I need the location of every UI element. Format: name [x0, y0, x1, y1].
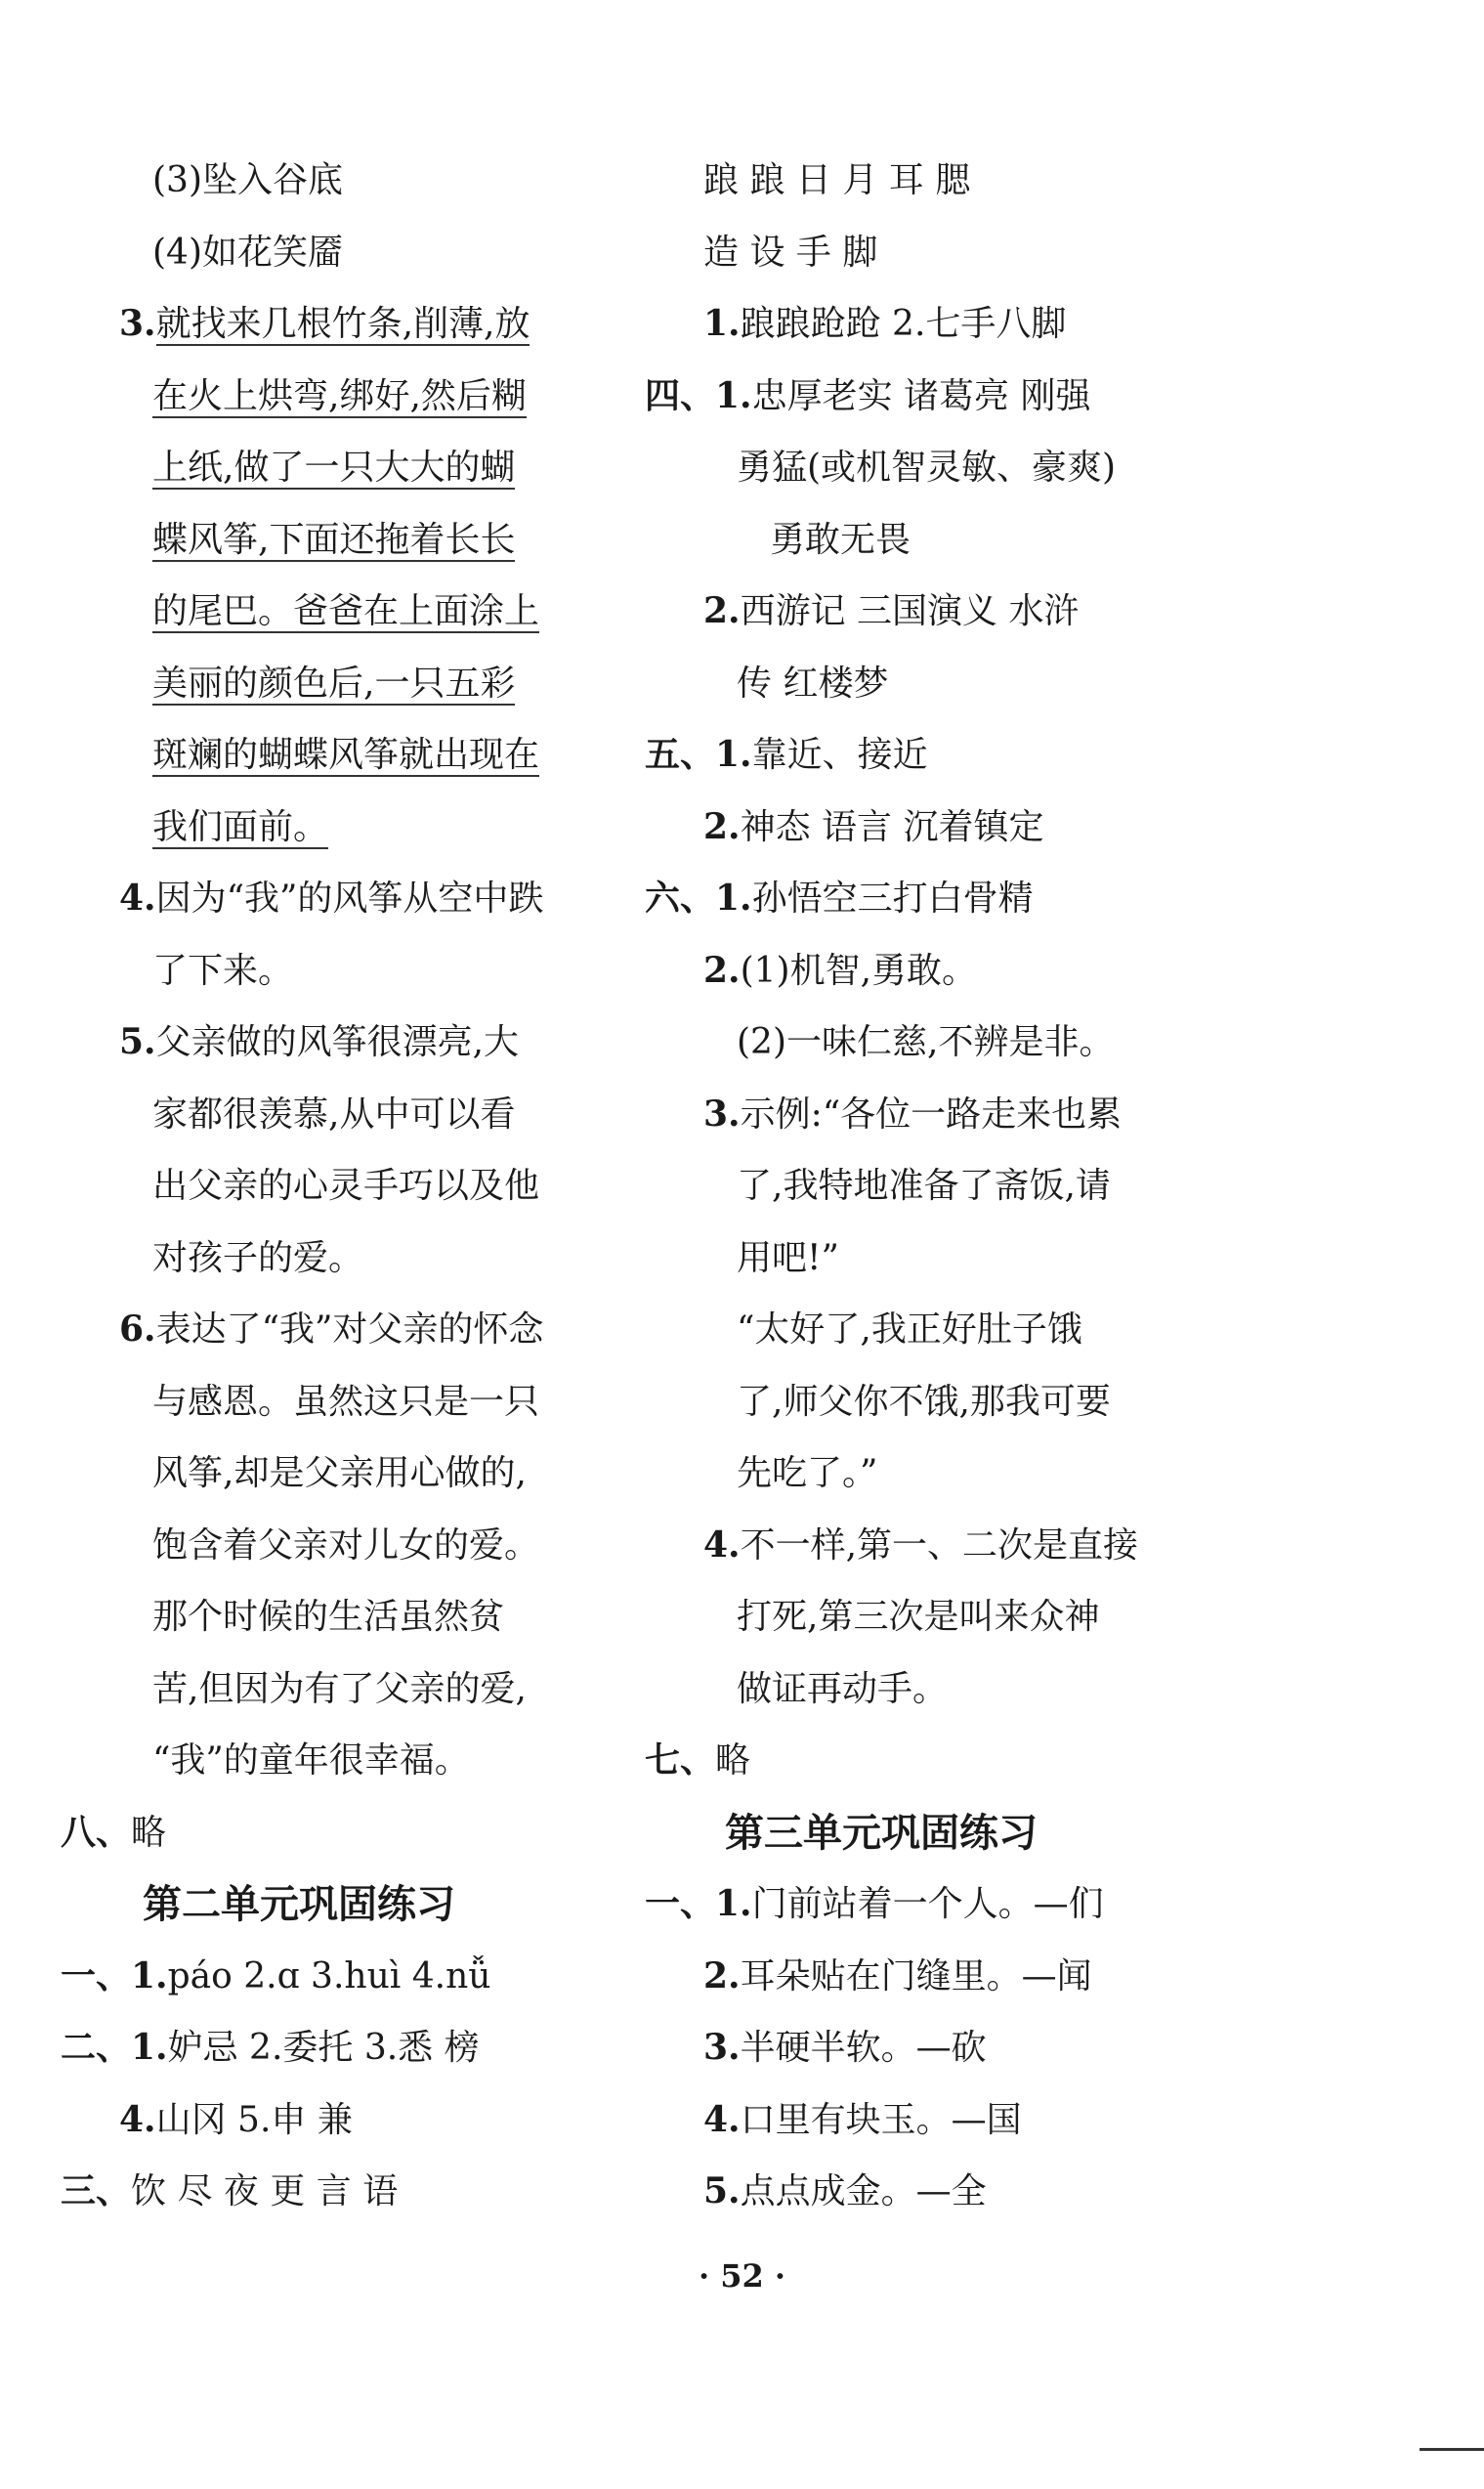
- answer-text: 蝶风筝,下面还拖着长长: [152, 519, 516, 560]
- edge-mark: [1420, 2448, 1484, 2451]
- answer-text: 山冈 5.申 兼: [155, 2099, 353, 2140]
- section-heading: 第三单元巩固练习: [725, 1809, 1038, 1856]
- answer-text: 传 红楼梦: [737, 663, 889, 704]
- item-number: 2.: [703, 805, 741, 847]
- answer-line: [645, 504, 1192, 577]
- item-number: 2.: [703, 949, 741, 991]
- answer-text: 对孩子的爱。: [152, 1237, 364, 1278]
- answer-text: 靠近、接近: [751, 735, 928, 775]
- answer-text: 略: [715, 1740, 751, 1781]
- answer-line: [61, 1007, 608, 1079]
- answer-text: 我们面前。: [152, 806, 329, 847]
- answer-line: [61, 576, 608, 648]
- answer-line: [61, 792, 608, 864]
- answer-line: [61, 719, 608, 792]
- answer-text: (1)机智,勇敢。: [740, 950, 978, 991]
- answer-line: [61, 288, 608, 361]
- answer-line: [645, 2012, 1192, 2084]
- item-number: 3.: [703, 2027, 741, 2068]
- answer-text: 打死,第三次是叫来众神: [737, 1597, 1100, 1637]
- answer-line: [61, 2012, 608, 2084]
- answer-text: 了下来。: [152, 950, 294, 991]
- answer-text: 就找来几根竹条,削薄,放: [155, 304, 530, 344]
- item-number: 2.: [703, 590, 741, 631]
- answer-text: 示例:“各位一路走来也累: [740, 1094, 1123, 1135]
- answer-line: [645, 432, 1192, 504]
- answer-text: 点点成金。—全: [740, 2171, 987, 2211]
- answer-line: [645, 2084, 1192, 2157]
- answer-text: 踉 踉 日 月 耳 腮: [703, 160, 971, 200]
- answer-line: [645, 648, 1192, 720]
- answer-line: [61, 1079, 608, 1151]
- answer-text: 饮 尽 夜 更 言 语: [131, 2171, 399, 2211]
- answer-line: [61, 863, 608, 935]
- item-number: 6.: [119, 1309, 156, 1350]
- item-number: 六、1.: [645, 878, 752, 919]
- answer-text: 斑斓的蝴蝶风筝就出现在: [152, 735, 540, 775]
- answer-line: [645, 217, 1192, 289]
- answer-text: (3)坠入谷底: [152, 160, 343, 200]
- answer-line: [61, 1941, 608, 2013]
- item-number: 四、1.: [645, 374, 752, 416]
- answer-text: 妒忌 2.委托 3.悉 榜: [167, 2028, 480, 2068]
- answer-text: 孙悟空三打白骨精: [751, 879, 1034, 919]
- answer-line: [61, 504, 608, 577]
- answer-line: [645, 288, 1192, 361]
- answer-line: [645, 1079, 1192, 1151]
- answer-text: páo 2.ɑ 3.huì 4.nǚ: [167, 1955, 491, 1996]
- answer-line: [61, 2156, 608, 2228]
- item-number: 五、1.: [645, 734, 752, 775]
- answer-line: [645, 2156, 1192, 2228]
- answer-line: [645, 1868, 1192, 1941]
- answer-line: [61, 1725, 608, 1797]
- item-number: 4.: [703, 2098, 741, 2140]
- item-number: 七、: [645, 1739, 716, 1781]
- item-number: 八、: [61, 1811, 132, 1853]
- answer-text: 半硬半软。—砍: [740, 2028, 987, 2068]
- answer-text: 父亲做的风筝很漂亮,大: [155, 1022, 520, 1062]
- right-column: [645, 145, 1192, 2228]
- answer-text: 勇猛(或机智灵敏、豪爽): [737, 448, 1117, 488]
- answer-line: [61, 1438, 608, 1510]
- answer-text: 的尾巴。爸爸在上面涂上: [152, 591, 540, 631]
- section-heading: 第二单元巩固练习: [143, 1881, 455, 1927]
- answer-text: 口里有块玉。—国: [740, 2099, 1022, 2140]
- answer-line: [61, 1150, 608, 1223]
- answer-line: [645, 361, 1192, 433]
- answer-text: 那个时候的生活虽然贫: [152, 1597, 505, 1637]
- answer-text: 表达了“我”对父亲的怀念: [155, 1309, 544, 1350]
- answer-text: 门前站着一个人。—们: [751, 1884, 1104, 1924]
- answer-text: 与感恩。虽然这只是一只: [152, 1381, 540, 1422]
- answer-line: [645, 1294, 1192, 1366]
- answer-line: [645, 1510, 1192, 1582]
- item-number: 一、1.: [645, 1883, 752, 1924]
- answer-text: 苦,但因为有了父亲的爱,: [152, 1668, 527, 1709]
- answer-text: (2)一味仁慈,不辨是非。: [737, 1022, 1115, 1062]
- item-number: 二、1.: [61, 2027, 168, 2068]
- answer-text: “我”的童年很幸福。: [152, 1740, 470, 1781]
- answer-text: 上纸,做了一只大大的蝴: [152, 448, 516, 488]
- answer-line: [61, 1653, 608, 1726]
- item-number: 4.: [119, 2098, 156, 2140]
- answer-line: [645, 145, 1192, 217]
- answer-text: 耳朵贴在门缝里。—闻: [740, 1955, 1092, 1996]
- answer-text: 了,师父你不饿,那我可要: [737, 1381, 1111, 1422]
- answer-line: [645, 1725, 1192, 1797]
- answer-text: 美丽的颜色后,一只五彩: [152, 663, 516, 704]
- answer-text: “太好了,我正好肚子饿: [737, 1309, 1082, 1350]
- answer-text: 神态 语言 沉着镇定: [740, 806, 1044, 847]
- answer-text: 踉踉跄跄 2.七手八脚: [740, 304, 1067, 344]
- answer-line: [61, 1223, 608, 1295]
- answer-line: [645, 1653, 1192, 1726]
- answer-line: [61, 935, 608, 1008]
- answer-line: [645, 792, 1192, 864]
- answer-line: [61, 217, 608, 289]
- answer-text: 在火上烘弯,绑好,然后糊: [152, 375, 527, 416]
- item-number: 5.: [119, 1021, 156, 1062]
- answer-line: [61, 1797, 608, 1869]
- answer-line: [645, 1223, 1192, 1295]
- answer-text: 饱含着父亲对儿女的爱。: [152, 1524, 540, 1566]
- answer-text: 风筝,却是父亲用心做的,: [152, 1453, 527, 1493]
- item-number: 4.: [703, 1523, 741, 1566]
- answer-line: [645, 1581, 1192, 1653]
- answer-line: [61, 361, 608, 433]
- item-number: 3.: [703, 1093, 741, 1135]
- answer-line: [645, 1438, 1192, 1510]
- answer-line: [645, 719, 1192, 792]
- answer-text: 因为“我”的风筝从空中跌: [155, 879, 544, 919]
- left-column: [61, 145, 608, 2228]
- answer-line: [645, 1941, 1192, 2013]
- answer-text: 家都很羡慕,从中可以看: [152, 1094, 516, 1135]
- answer-text: 出父亲的心灵手巧以及他: [152, 1166, 540, 1206]
- answer-line: [61, 648, 608, 720]
- answer-text: (4)如花笑靥: [152, 232, 343, 273]
- answer-line: [61, 1581, 608, 1653]
- answer-line: [645, 576, 1192, 648]
- answer-text: 略: [131, 1812, 167, 1853]
- item-number: 三、: [61, 2170, 132, 2211]
- answer-line: [645, 1007, 1192, 1079]
- answer-text: 忠厚老实 诸葛亮 刚强: [751, 375, 1091, 416]
- answer-text: 造 设 手 脚: [703, 232, 878, 273]
- answer-line: [61, 145, 608, 217]
- answer-text: 用吧!”: [737, 1237, 839, 1278]
- answer-line: [61, 432, 608, 504]
- answer-line: [61, 2084, 608, 2157]
- item-number: 一、1.: [61, 1954, 168, 1996]
- answer-text: 西游记 三国演义 水浒: [740, 591, 1080, 631]
- answer-text: 勇敢无畏: [770, 519, 912, 560]
- answer-line: [61, 1294, 608, 1366]
- page-number: · 52 ·: [698, 2257, 786, 2295]
- answer-text: 做证再动手。: [737, 1668, 949, 1709]
- item-number: 4.: [119, 878, 156, 919]
- answer-text: 了,我特地准备了斋饭,请: [737, 1166, 1111, 1206]
- answer-line: [645, 935, 1192, 1008]
- item-number: 2.: [703, 1954, 741, 1996]
- answer-line: [645, 1366, 1192, 1438]
- item-number: 5.: [703, 2170, 741, 2211]
- item-number: 1.: [703, 303, 741, 344]
- answer-line: [61, 1510, 608, 1582]
- answer-line: [61, 1366, 608, 1438]
- answer-text: 不一样,第一、二次是直接: [740, 1524, 1139, 1566]
- item-number: 3.: [119, 303, 156, 344]
- answer-text: 先吃了。”: [737, 1453, 878, 1493]
- answer-line: [645, 1150, 1192, 1223]
- answer-line: [645, 863, 1192, 935]
